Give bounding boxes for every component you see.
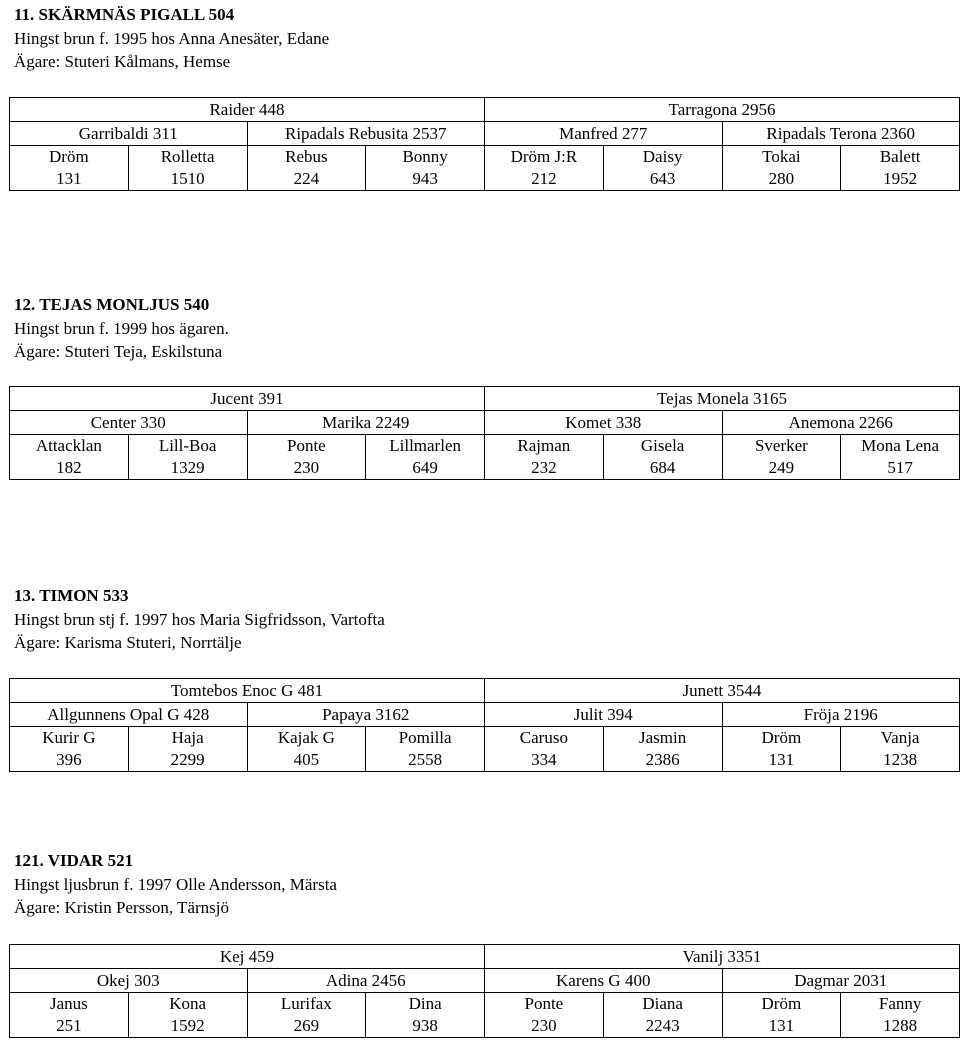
pedigree-ancestor [485, 146, 604, 191]
ancestor-name: Ponte [287, 436, 326, 455]
pedigree-grandparent: Papaya 3162 [247, 703, 485, 727]
entry-birth: Hingst brun f. 1999 hos ägaren. [14, 318, 229, 338]
ancestor-name: Caruso [519, 728, 568, 747]
ancestor-name: Tokai [762, 147, 801, 166]
ancestor-name: Attacklan [35, 436, 102, 455]
ancestor-number: 1329 [170, 458, 205, 477]
pedigree-great-grandparents-row [10, 727, 960, 772]
pedigree-ancestor [841, 435, 960, 480]
pedigree-great-grandparents-row [10, 146, 960, 191]
pedigree-ancestor [841, 993, 960, 1038]
pedigree-sire: Raider 448 [10, 98, 485, 122]
entry-header [14, 584, 960, 655]
pedigree-table [9, 97, 960, 191]
ancestor-name: Rebus [285, 147, 328, 166]
pedigree-grandparent: Allgunnens Opal G 428 [10, 703, 248, 727]
ancestor-number: 2558 [408, 750, 443, 769]
pedigree-ancestor [366, 993, 485, 1038]
pedigree-ancestor [366, 727, 485, 772]
ancestor-number: 1238 [883, 750, 918, 769]
pedigree-grandparent: Okej 303 [10, 969, 248, 993]
ancestor-name: Fanny [878, 994, 922, 1013]
pedigree-ancestor [10, 146, 129, 191]
ancestor-name: Kurir G [42, 728, 96, 747]
ancestor-number: 251 [56, 1016, 82, 1035]
entry-owner: Ägare: Stuteri Teja, Eskilstuna [14, 342, 223, 361]
ancestor-name: Vanja [880, 728, 920, 747]
entry-header [14, 849, 960, 920]
entry-birth: Hingst ljusbrun f. 1997 Olle Andersson, Märsta [14, 874, 337, 894]
pedigree-ancestor [841, 727, 960, 772]
ancestor-number: 649 [412, 458, 438, 477]
ancestor-number: 131 [768, 1016, 795, 1035]
pedigree-ancestor [128, 993, 247, 1038]
entry-title: 13. TIMON 533 [14, 586, 129, 605]
pedigree-ancestor [603, 146, 722, 191]
pedigree-ancestor [603, 435, 722, 480]
pedigree-ancestor [841, 146, 960, 191]
pedigree-parents-row [10, 945, 960, 969]
ancestor-name: Lurifax [280, 994, 332, 1013]
ancestor-number: 230 [531, 1016, 557, 1035]
pedigree-sire: Tomtebos Enoc G 481 [10, 679, 485, 703]
ancestor-name: Ponte [524, 994, 564, 1013]
pedigree-ancestor [485, 993, 604, 1038]
ancestor-name: Rajman [517, 436, 571, 455]
pedigree-parents-row [10, 679, 960, 703]
pedigree-dam: Vanilj 3351 [485, 945, 960, 969]
pedigree-grandparent: Ripadals Terona 2360 [722, 122, 960, 146]
ancestor-name: Haja [171, 728, 204, 747]
ancestor-name: Kona [169, 994, 207, 1013]
pedigree-grandparent: Manfred 277 [485, 122, 723, 146]
pedigree-dam: Tarragona 2956 [485, 98, 960, 122]
pedigree-parents-row [10, 98, 960, 122]
pedigree-ancestor [366, 146, 485, 191]
ancestor-name: Daisy [642, 147, 683, 166]
pedigree-grandparents-row [10, 122, 960, 146]
pedigree-ancestor [247, 993, 366, 1038]
pedigree-ancestor [722, 146, 841, 191]
ancestor-name: Gisela [640, 436, 685, 455]
pedigree-great-grandparents-row [10, 993, 960, 1038]
pedigree-ancestor [485, 727, 604, 772]
pedigree-ancestor [128, 727, 247, 772]
pedigree-ancestor [603, 727, 722, 772]
pedigree-dam: Junett 3544 [485, 679, 960, 703]
ancestor-number: 224 [293, 169, 320, 188]
ancestor-name: Dröm J:R [510, 147, 578, 166]
ancestor-name: Pomilla [398, 728, 452, 747]
pedigree-ancestor [366, 435, 485, 480]
pedigree-grandparents-row [10, 969, 960, 993]
ancestor-name: Lill-Boa [158, 436, 217, 455]
ancestor-name: Dröm [761, 994, 802, 1013]
pedigree-grandparent: Anemona 2266 [722, 411, 960, 435]
pedigree-ancestor [722, 993, 841, 1038]
ancestor-name: Dröm [761, 728, 802, 747]
pedigree-grandparent: Center 330 [10, 411, 248, 435]
pedigree-ancestor [128, 435, 247, 480]
ancestor-number: 1510 [170, 169, 205, 188]
ancestor-name: Dröm [49, 147, 89, 166]
ancestor-number: 232 [531, 458, 557, 477]
ancestor-name: Dina [408, 994, 442, 1013]
entry-title: 12. TEJAS MONLJUS 540 [14, 295, 210, 314]
pedigree-grandparent: Marika 2249 [247, 411, 485, 435]
ancestor-number: 2299 [170, 750, 205, 769]
entry-header [14, 3, 960, 74]
ancestor-number: 643 [649, 169, 676, 188]
pedigree-grandparents-row [10, 411, 960, 435]
horse-entry [0, 849, 960, 1035]
pedigree-sire: Kej 459 [10, 945, 485, 969]
ancestor-name: Sverker [754, 436, 808, 455]
horse-entry [0, 584, 960, 769]
pedigree-grandparent: Dagmar 2031 [722, 969, 960, 993]
pedigree-grandparent: Adina 2456 [247, 969, 485, 993]
pedigree-grandparent: Julit 394 [485, 703, 723, 727]
pedigree-ancestor [485, 435, 604, 480]
pedigree-ancestor [10, 435, 129, 480]
pedigree-grandparent: Fröja 2196 [722, 703, 960, 727]
ancestor-number: 1592 [170, 1016, 205, 1035]
horse-entry [0, 3, 960, 188]
ancestor-number: 249 [768, 458, 795, 477]
pedigree-ancestor [247, 727, 366, 772]
ancestor-name: Janus [49, 994, 88, 1013]
ancestor-number: 2386 [645, 750, 680, 769]
ancestor-number: 131 [768, 750, 795, 769]
pedigree-table [9, 944, 960, 1038]
entry-birth: Hingst brun f. 1995 hos Anna Anesäter, Edane [14, 28, 330, 48]
ancestor-number: 2243 [645, 1016, 680, 1035]
pedigree-grandparents-row [10, 703, 960, 727]
ancestor-name: Mona Lena [861, 436, 940, 455]
ancestor-number: 334 [531, 750, 557, 769]
ancestor-number: 517 [887, 458, 913, 477]
pedigree-table [9, 678, 960, 772]
entry-owner: Ägare: Stuteri Kålmans, Hemse [14, 52, 231, 71]
pedigree-ancestor [128, 146, 247, 191]
ancestor-name: Rolletta [160, 147, 215, 166]
pedigree-great-grandparents-row [10, 435, 960, 480]
ancestor-number: 1288 [883, 1016, 918, 1035]
pedigree-parents-row [10, 387, 960, 411]
pedigree-grandparent: Ripadals Rebusita 2537 [247, 122, 485, 146]
ancestor-number: 280 [768, 169, 795, 188]
ancestor-number: 684 [649, 458, 676, 477]
pedigree-ancestor [247, 146, 366, 191]
ancestor-number: 212 [531, 169, 557, 188]
entry-title: 121. VIDAR 521 [14, 851, 134, 870]
ancestor-number: 230 [293, 458, 320, 477]
horse-entry [0, 293, 960, 477]
ancestor-name: Bonny [402, 147, 448, 166]
pedigree-grandparent: Komet 338 [485, 411, 723, 435]
pedigree-ancestor [722, 435, 841, 480]
ancestor-name: Jasmin [639, 728, 687, 747]
ancestor-number: 269 [293, 1016, 320, 1035]
ancestor-number: 131 [56, 169, 82, 188]
ancestor-name: Lillmarlen [389, 436, 461, 455]
entry-header [14, 293, 960, 364]
pedigree-ancestor [10, 727, 129, 772]
ancestor-number: 943 [412, 169, 438, 188]
pedigree-table [9, 386, 960, 480]
entry-owner: Ägare: Karisma Stuteri, Norrtälje [14, 633, 242, 652]
ancestor-number: 1952 [883, 169, 918, 188]
ancestor-name: Kajak G [277, 728, 335, 747]
pedigree-ancestor [603, 993, 722, 1038]
ancestor-number: 396 [56, 750, 82, 769]
pedigree-grandparent: Karens G 400 [485, 969, 723, 993]
pedigree-ancestor [722, 727, 841, 772]
entry-owner: Ägare: Kristin Persson, Tärnsjö [14, 898, 229, 917]
ancestor-name: Diana [642, 994, 683, 1013]
pedigree-grandparent: Garribaldi 311 [10, 122, 248, 146]
entry-title: 11. SKÄRMNÄS PIGALL 504 [14, 5, 235, 24]
ancestor-number: 938 [412, 1016, 438, 1035]
pedigree-dam: Tejas Monela 3165 [485, 387, 960, 411]
pedigree-ancestor [10, 993, 129, 1038]
pedigree-sire: Jucent 391 [10, 387, 485, 411]
ancestor-name: Balett [879, 147, 921, 166]
entry-birth: Hingst brun stj f. 1997 hos Maria Sigfridsson, Vartofta [14, 609, 385, 629]
ancestor-number: 182 [56, 458, 82, 477]
ancestor-number: 405 [293, 750, 320, 769]
pedigree-ancestor [247, 435, 366, 480]
